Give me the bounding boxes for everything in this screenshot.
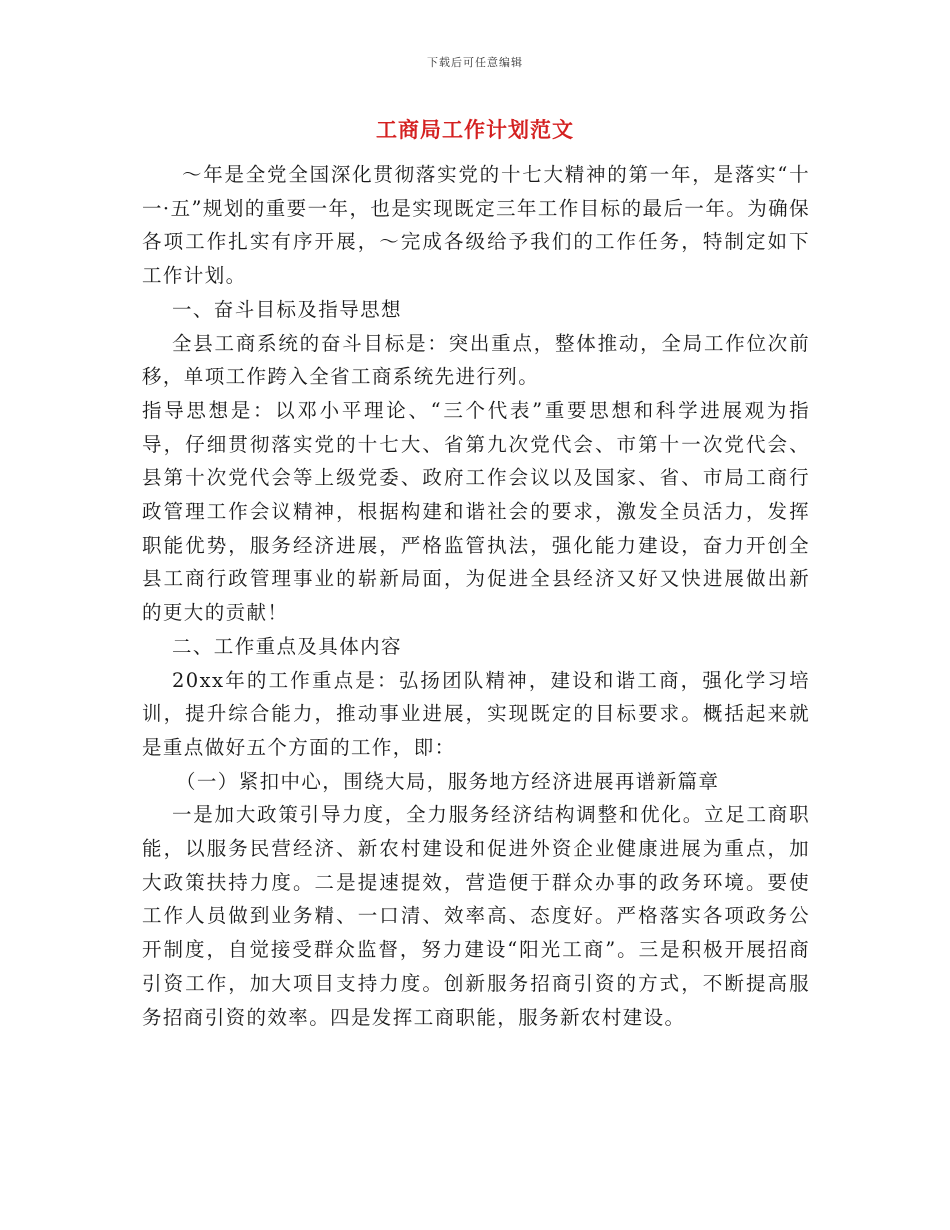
section-heading-goals: 一、奋斗目标及指导思想	[172, 297, 402, 321]
section-heading-key-work: 二、工作重点及具体内容	[172, 634, 402, 658]
subsection-heading-one: （一）紧扣中心，围绕大局，服务地方经济进展再谱新篇章	[176, 769, 720, 793]
subsection-one-paragraph: 一是加大政策引导力度，全力服务经济结构调整和优化。立足工商职能，以服务民营经济、新农村建设和促进外资企业健康进展为重点，加大政策扶持力度。二是提速提效，营造便于群众办事的政务环境。要使工作人员做到业务精、一口清、效率高、态度好。严格落实各项政务公开制度，自觉接受群众监督，努力建设“阳光工商”。三是积极开展招商引资工作，加大项目支持力度。创新服务招商引资的方式，不断提高服务招商引资的效率。四是发挥工商职能，服务新农村建设。	[142, 803, 810, 1029]
intro-paragraph: ～年是全党全国深化贯彻落实党的十七大精神的第一年，是落实“十一·五”规划的重要一年，也是实现既定三年工作目标的最后一年。为确保各项工作扎实有序开展，～完成各级给予我们的工作任务，特制定如下工作计划。	[142, 163, 810, 288]
document-title: 工商局工作计划范文	[376, 117, 574, 142]
key-work-paragraph: 20xx年的工作重点是：弘扬团队精神，建设和谐工商，强化学习培训，提升综合能力，推动事业进展，实现既定的目标要求。概括起来就是重点做好五个方面的工作，即：	[142, 668, 810, 759]
document-body	[142, 158, 810, 1034]
page-header-note: 下载后可任意编辑	[427, 56, 523, 69]
guiding-thought-paragraph: 指导思想是：以邓小平理论、“三个代表”重要思想和科学进展观为指导，仔细贯彻落实党的十七大、省第九次党代会、市第十一次党代会、县第十次党代会等上级党委、政府工作会议以及国家、省、市局工商行政管理工作会议精神，根据构建和谐社会的要求，激发全员活力，发挥职能优势，服务经济进展，严格监管执法，强化能力建设，奋力开创全县工商行政管理事业的崭新局面，为促进全县经济又好又快进展做出新的更大的贡献！	[142, 398, 810, 625]
goals-paragraph: 全县工商系统的奋斗目标是：突出重点，整体推动，全局工作位次前移，单项工作跨入全省工商系统先进行列。	[142, 331, 810, 389]
